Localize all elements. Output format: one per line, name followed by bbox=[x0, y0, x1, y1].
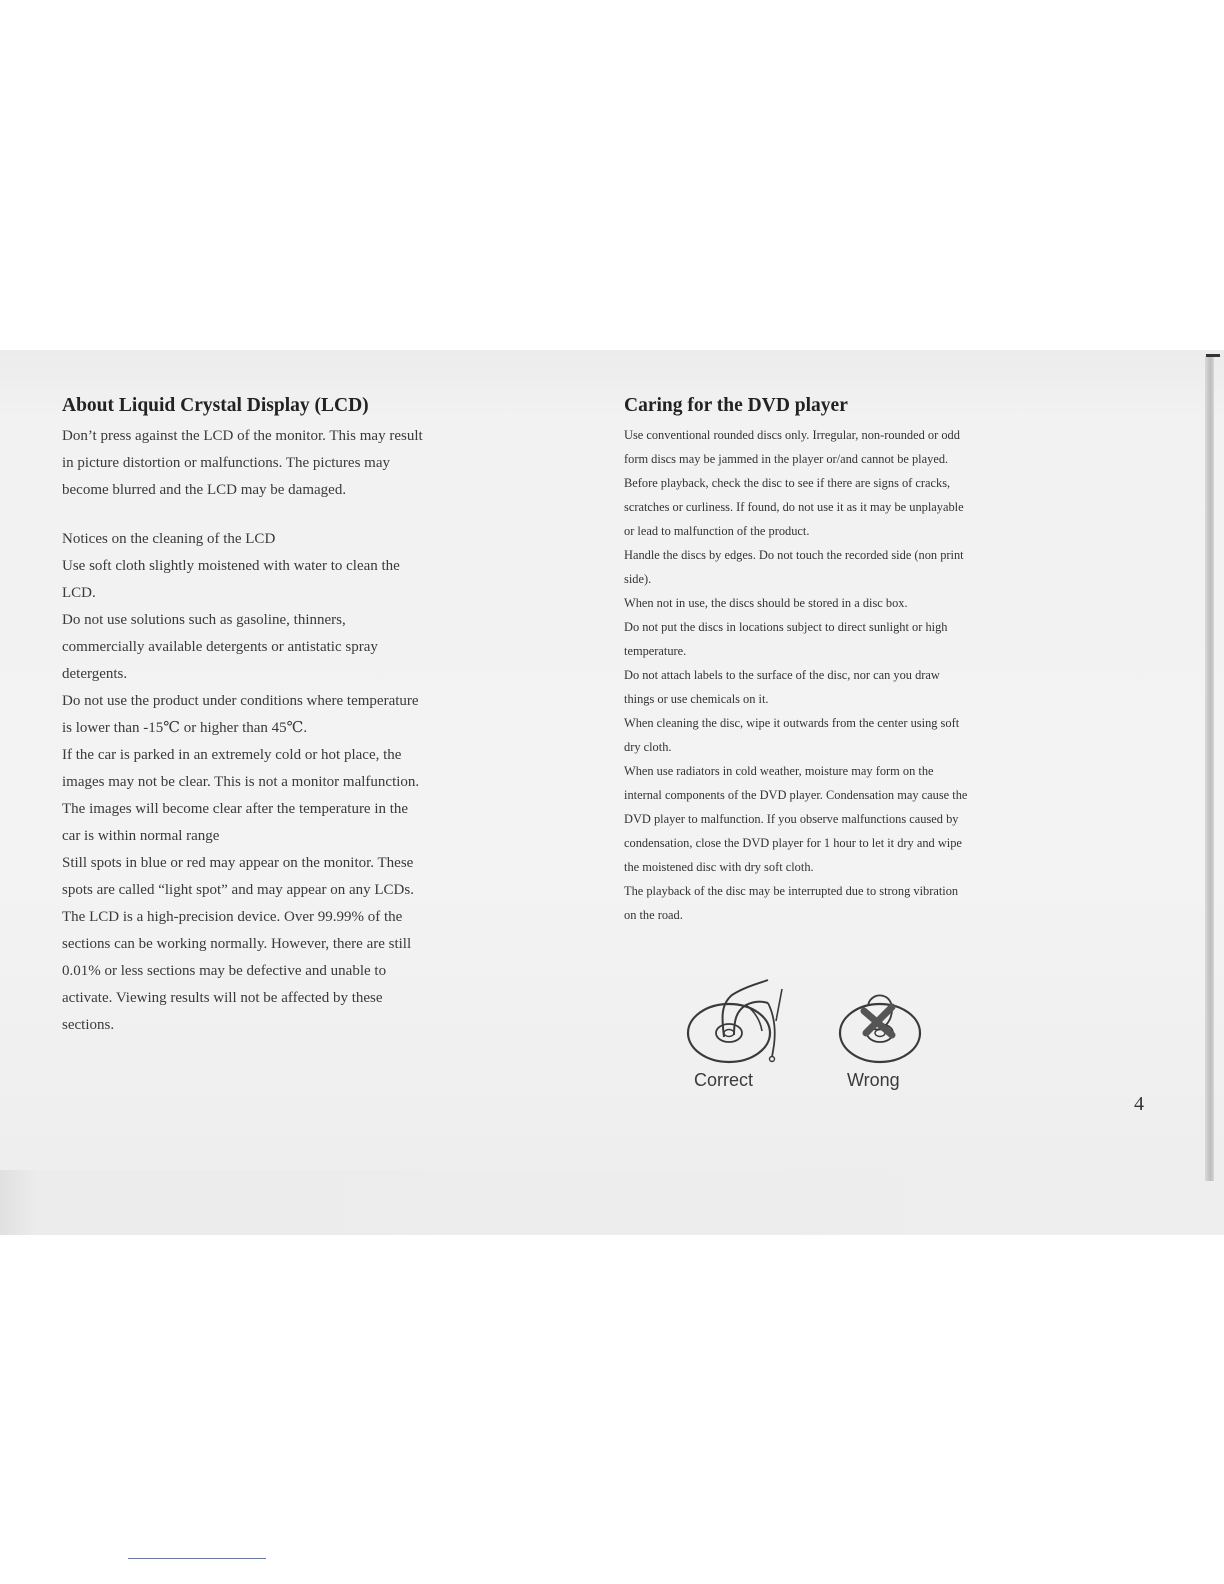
dvd-care-line: internal components of the DVD player. Condensation may cause the bbox=[624, 788, 968, 802]
lcd-line: Use soft cloth slightly moistened with water to clean the bbox=[62, 558, 400, 574]
dvd-care-line: The playback of the disc may be interrupted due to strong vibration bbox=[624, 884, 959, 898]
lcd-line: 0.01% or less sections may be defective and unable to bbox=[62, 963, 387, 979]
correct-label: Correct bbox=[694, 1070, 754, 1090]
page-number: 4 bbox=[1134, 1093, 1144, 1115]
disc-handling-figure bbox=[684, 975, 944, 1095]
page-shadow bbox=[0, 1170, 1224, 1235]
lcd-line: If the car is parked in an extremely cold or hot place, the bbox=[62, 747, 402, 763]
dvd-care-heading: Caring for the DVD player bbox=[624, 395, 848, 416]
lcd-line: The images will become clear after the temperature in the bbox=[62, 801, 409, 817]
dvd-care-line: on the road. bbox=[624, 908, 683, 922]
dvd-care-line: scratches or curliness. If found, do not use it as it may be unplayable bbox=[624, 500, 964, 514]
wrong-disc-handling-icon bbox=[834, 975, 930, 1070]
dvd-care-line: form discs may be jammed in the player or/and cannot be played. bbox=[624, 452, 949, 466]
dvd-care-line: temperature. bbox=[624, 644, 687, 658]
dvd-care-line: Use conventional rounded discs only. Irregular, non-rounded or odd bbox=[624, 428, 960, 442]
dvd-care-line: dry cloth. bbox=[624, 740, 672, 754]
dvd-care-line: Before playback, check the disc to see if there are signs of cracks, bbox=[624, 476, 951, 490]
lcd-line: in picture distortion or malfunctions. The pictures may bbox=[62, 455, 390, 471]
wrong-label: Wrong bbox=[847, 1070, 900, 1090]
dvd-care-line: Handle the discs by edges. Do not touch the recorded side (non print bbox=[624, 548, 964, 562]
correct-disc-handling-icon bbox=[684, 975, 794, 1070]
dvd-care-line: condensation, close the DVD player for 1 hour to let it dry and wipe bbox=[624, 836, 962, 850]
lcd-line: detergents. bbox=[62, 666, 128, 682]
lcd-line: Do not use solutions such as gasoline, thinners, bbox=[62, 612, 346, 628]
lcd-line: sections can be working normally. However, there are still bbox=[62, 936, 412, 952]
dvd-care-line: Do not attach labels to the surface of the disc, nor can you draw bbox=[624, 668, 940, 682]
lcd-line: Still spots in blue or red may appear on the monitor. These bbox=[62, 855, 414, 871]
dvd-care-line: When cleaning the disc, wipe it outwards from the center using soft bbox=[624, 716, 960, 730]
spine-mark bbox=[1206, 354, 1220, 357]
lcd-line: LCD. bbox=[62, 585, 96, 601]
lcd-line: become blurred and the LCD may be damaged. bbox=[62, 482, 347, 498]
lcd-line: activate. Viewing results will not be affected by these bbox=[62, 990, 383, 1006]
lcd-line: sections. bbox=[62, 1017, 115, 1033]
dvd-care-section bbox=[624, 395, 1049, 927]
dvd-care-line: or lead to malfunction of the product. bbox=[624, 524, 810, 538]
lcd-line: images may not be clear. This is not a monitor malfunction. bbox=[62, 774, 420, 790]
dvd-care-line: DVD player to malfunction. If you observe malfunctions caused by bbox=[624, 812, 959, 826]
dvd-care-line: things or use chemicals on it. bbox=[624, 692, 769, 706]
footnote-rule bbox=[128, 1558, 266, 1559]
lcd-line: commercially available detergents or antistatic spray bbox=[62, 639, 378, 655]
paragraph-gap bbox=[62, 504, 502, 526]
lcd-line: Do not use the product under conditions where temperature bbox=[62, 693, 419, 709]
lcd-line: spots are called “light spot” and may appear on any LCDs. bbox=[62, 882, 414, 898]
dvd-care-line: the moistened disc with dry soft cloth. bbox=[624, 860, 814, 874]
lcd-line: Notices on the cleaning of the LCD bbox=[62, 531, 276, 547]
lcd-line: Don’t press against the LCD of the monitor. This may result bbox=[62, 428, 423, 444]
lcd-section bbox=[62, 395, 502, 1039]
lcd-line: The LCD is a high-precision device. Over 99.99% of the bbox=[62, 909, 403, 925]
dvd-care-line: When use radiators in cold weather, moisture may form on the bbox=[624, 764, 934, 778]
dvd-care-line: side). bbox=[624, 572, 652, 586]
dvd-care-line: Do not put the discs in locations subject to direct sunlight or high bbox=[624, 620, 948, 634]
book-spine-edge bbox=[1205, 356, 1214, 1181]
lcd-heading: About Liquid Crystal Display (LCD) bbox=[62, 395, 369, 416]
lcd-line: is lower than -15℃ or higher than 45℃. bbox=[62, 720, 308, 736]
dvd-care-line: When not in use, the discs should be stored in a disc box. bbox=[624, 596, 908, 610]
lcd-line: car is within normal range bbox=[62, 828, 220, 844]
